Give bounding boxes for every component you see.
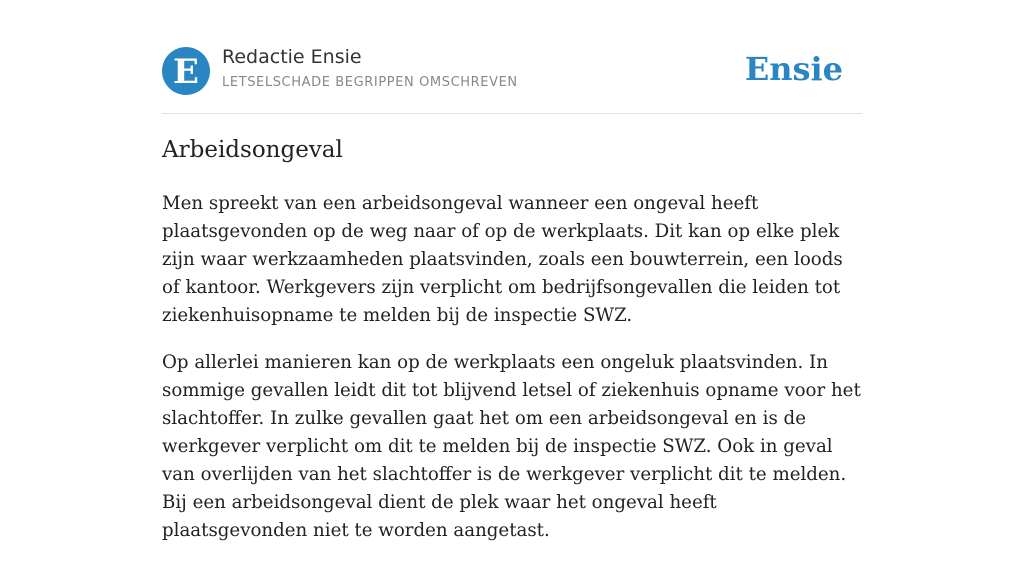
article-title: Arbeidsongeval [162,137,343,163]
author-header [162,46,862,96]
brand-logo[interactable]: Ensie [744,50,843,88]
author-subtitle: LETSELSCHADE BEGRIPPEN OMSCHREVEN [222,75,518,90]
article-body [162,190,864,564]
author-name[interactable]: Redactie Ensie [222,46,362,68]
author-avatar[interactable] [162,47,210,95]
avatar-letter: E [173,51,199,92]
header-divider [162,113,862,114]
article-paragraph: Op allerlei manieren kan op de werkplaats een ongeluk plaatsvinden. In sommige gevallen leidt dit tot blijvend letsel of ziekenhuis opname voor het slachtoffer. In zulke gevallen gaat het om een arbeidsongeval en is de werkgever verplicht om dit te melden bij de inspectie SWZ. Ook in geval van overlijden van het slachtoffer is de werkgever verplicht dit te melden. Bij een arbeidsongeval dient de plek waar het ongeval heeft plaatsgevonden niet te worden aangetast. [162,352,861,541]
article-paragraph: Men spreekt van een arbeidsongeval wanneer een ongeval heeft plaatsgevonden op de weg naar of op de werkplaats. Dit kan op elke plek zijn waar werkzaamheden plaatsvinden, zoals een bouwterrein, een loods of kantoor. Werkgevers zijn verplicht om bedrijfsongevallen die leiden tot ziekenhuisopname te melden bij de inspectie SWZ. [162,193,843,326]
